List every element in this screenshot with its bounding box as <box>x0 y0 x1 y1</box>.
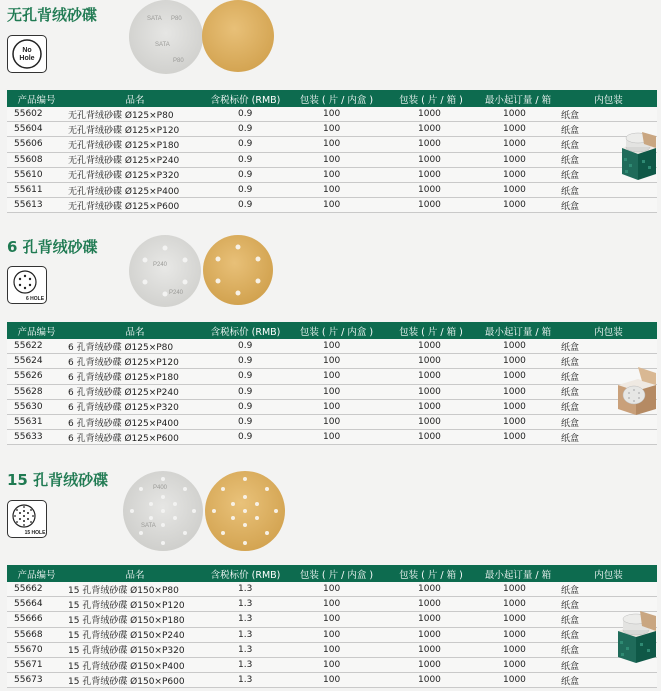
cell-box: 1000 <box>386 369 476 384</box>
fifteen-hole-badge-icon <box>7 500 47 538</box>
cell-price: 1.3 <box>204 582 287 597</box>
product-table-15-hole <box>7 565 657 688</box>
gold-disc-no-hole-icon <box>200 0 276 76</box>
table-row <box>7 384 657 399</box>
col-inner-pack-header: 包装 ( 片 / 内盒 ) <box>287 565 386 582</box>
no-hole-badge-icon <box>7 35 47 73</box>
cell-name: 6 孔背绒砂碟 Ø125×P400 <box>66 414 204 429</box>
cell-name: 6 孔背绒砂碟 Ø125×P80 <box>66 339 204 354</box>
table-row <box>7 627 657 642</box>
grey-disc-6-hole-icon <box>127 234 203 310</box>
cell-pack: 纸盒 <box>560 582 657 597</box>
section-title: 6 孔背绒砂碟 <box>7 238 98 256</box>
cell-code: 55602 <box>7 107 66 122</box>
col-name-header: 品名 <box>66 565 204 582</box>
section-title: 无孔背绒砂碟 <box>7 6 98 24</box>
cell-name: 6 孔背绒砂碟 Ø125×P600 <box>66 430 204 445</box>
cell-moq: 1000 <box>476 122 560 137</box>
col-box-pack-header: 包装 ( 片 / 箱 ) <box>386 565 476 582</box>
product-table-6-hole <box>7 322 657 445</box>
cell-code: 55622 <box>7 339 66 354</box>
cell-pack: 纸盒 <box>560 167 657 182</box>
table-row <box>7 137 657 152</box>
cell-inner: 100 <box>287 107 386 122</box>
cell-code: 55611 <box>7 182 66 197</box>
cell-pack: 纸盒 <box>560 414 657 429</box>
cell-inner: 100 <box>287 369 386 384</box>
cell-name: 无孔背绒砂碟 Ø125×P120 <box>66 122 204 137</box>
cell-price: 0.9 <box>204 369 287 384</box>
table-header-row <box>7 565 657 582</box>
cell-code: 55673 <box>7 673 66 688</box>
cell-price: 0.9 <box>204 182 287 197</box>
section-no-hole <box>0 0 661 222</box>
cell-name: 6 孔背绒砂碟 Ø125×P240 <box>66 384 204 399</box>
cell-pack: 纸盒 <box>560 198 657 213</box>
cell-box: 1000 <box>386 612 476 627</box>
cell-price: 0.9 <box>204 198 287 213</box>
cell-code: 55624 <box>7 354 66 369</box>
cell-name: 6 孔背绒砂碟 Ø125×P180 <box>66 369 204 384</box>
cell-price: 0.9 <box>204 107 287 122</box>
cell-moq: 1000 <box>476 384 560 399</box>
col-code-header: 产品编号 <box>7 565 66 582</box>
cell-name: 无孔背绒砂碟 Ø125×P400 <box>66 182 204 197</box>
cell-box: 1000 <box>386 414 476 429</box>
cell-inner: 100 <box>287 182 386 197</box>
cell-box: 1000 <box>386 354 476 369</box>
cell-name: 15 孔背绒砂碟 Ø150×P600 <box>66 673 204 688</box>
cell-moq: 1000 <box>476 399 560 414</box>
cell-code: 55613 <box>7 198 66 213</box>
cell-code: 55628 <box>7 384 66 399</box>
cell-inner: 100 <box>287 612 386 627</box>
cell-pack: 纸盒 <box>560 612 657 627</box>
cell-code: 55604 <box>7 122 66 137</box>
section-6-hole <box>0 233 661 453</box>
cell-box: 1000 <box>386 642 476 657</box>
cell-moq: 1000 <box>476 657 560 672</box>
col-price-header: 含税标价 (RMB) <box>204 565 287 582</box>
cell-code: 55668 <box>7 627 66 642</box>
cell-price: 0.9 <box>204 152 287 167</box>
cell-name: 无孔背绒砂碟 Ø125×P320 <box>66 167 204 182</box>
cell-box: 1000 <box>386 152 476 167</box>
cell-moq: 1000 <box>476 369 560 384</box>
table-row <box>7 582 657 597</box>
svg-text:P400: P400 <box>153 485 168 491</box>
table-row <box>7 612 657 627</box>
cell-pack: 纸盒 <box>560 137 657 152</box>
table-row <box>7 369 657 384</box>
cell-box: 1000 <box>386 122 476 137</box>
cell-moq: 1000 <box>476 107 560 122</box>
section-title: 15 孔背绒砂碟 <box>7 471 109 489</box>
cell-code: 55626 <box>7 369 66 384</box>
table-header-row <box>7 90 657 107</box>
cell-code: 55664 <box>7 597 66 612</box>
cell-name: 无孔背绒砂碟 Ø125×P240 <box>66 152 204 167</box>
cell-name: 6 孔背绒砂碟 Ø125×P120 <box>66 354 204 369</box>
cell-inner: 100 <box>287 354 386 369</box>
cell-box: 1000 <box>386 137 476 152</box>
svg-text:P80: P80 <box>173 58 184 64</box>
col-inner-packaging-header: 内包装 <box>560 90 657 107</box>
table-row <box>7 167 657 182</box>
cell-pack: 纸盒 <box>560 354 657 369</box>
cell-name: 6 孔背绒砂碟 Ø125×P320 <box>66 399 204 414</box>
svg-text:P240: P240 <box>153 262 168 268</box>
cell-box: 1000 <box>386 597 476 612</box>
cell-price: 0.9 <box>204 430 287 445</box>
cell-box: 1000 <box>386 167 476 182</box>
col-moq-header: 最小起订量 / 箱 <box>476 322 560 339</box>
cell-inner: 100 <box>287 673 386 688</box>
cell-name: 无孔背绒砂碟 Ø125×P80 <box>66 107 204 122</box>
cell-code: 55606 <box>7 137 66 152</box>
cell-box: 1000 <box>386 384 476 399</box>
cell-name: 无孔背绒砂碟 Ø125×P600 <box>66 198 204 213</box>
cell-code: 55670 <box>7 642 66 657</box>
cell-inner: 100 <box>287 627 386 642</box>
svg-text:SATA: SATA <box>141 523 156 529</box>
table-row <box>7 657 657 672</box>
cell-pack: 纸盒 <box>560 657 657 672</box>
col-moq-header: 最小起订量 / 箱 <box>476 565 560 582</box>
cell-pack: 纸盒 <box>560 673 657 688</box>
cell-box: 1000 <box>386 627 476 642</box>
gold-disc-6-hole-icon <box>201 234 275 308</box>
cell-inner: 100 <box>287 167 386 182</box>
table-row <box>7 182 657 197</box>
col-code-header: 产品编号 <box>7 90 66 107</box>
cell-pack: 纸盒 <box>560 122 657 137</box>
col-box-pack-header: 包装 ( 片 / 箱 ) <box>386 90 476 107</box>
badge-text: 15 HOLE <box>24 530 46 536</box>
package-box-icon <box>616 609 658 665</box>
cell-moq: 1000 <box>476 612 560 627</box>
cell-inner: 100 <box>287 430 386 445</box>
cell-moq: 1000 <box>476 642 560 657</box>
table-row <box>7 430 657 445</box>
cell-inner: 100 <box>287 597 386 612</box>
col-code-header: 产品编号 <box>7 322 66 339</box>
cell-code: 55631 <box>7 414 66 429</box>
table-row <box>7 107 657 122</box>
svg-text:P80: P80 <box>171 16 182 22</box>
cell-moq: 1000 <box>476 582 560 597</box>
table-row <box>7 354 657 369</box>
cell-name: 15 孔背绒砂碟 Ø150×P240 <box>66 627 204 642</box>
cell-code: 55633 <box>7 430 66 445</box>
badge-text-line2: Hole <box>19 55 35 62</box>
cell-name: 15 孔背绒砂碟 Ø150×P180 <box>66 612 204 627</box>
badge-text-line1: No <box>22 47 32 54</box>
cell-inner: 100 <box>287 339 386 354</box>
cell-inner: 100 <box>287 399 386 414</box>
svg-text:SATA: SATA <box>155 42 170 48</box>
col-inner-pack-header: 包装 ( 片 / 内盒 ) <box>287 90 386 107</box>
cell-price: 1.3 <box>204 657 287 672</box>
cell-inner: 100 <box>287 642 386 657</box>
table-row <box>7 597 657 612</box>
cell-pack: 纸盒 <box>560 384 657 399</box>
section-15-hole <box>0 466 661 691</box>
cell-price: 0.9 <box>204 399 287 414</box>
svg-text:P240: P240 <box>169 290 184 296</box>
cell-box: 1000 <box>386 107 476 122</box>
col-inner-pack-header: 包装 ( 片 / 内盒 ) <box>287 322 386 339</box>
product-table-no-hole <box>7 90 657 213</box>
table-header-row <box>7 322 657 339</box>
cell-box: 1000 <box>386 198 476 213</box>
col-price-header: 含税标价 (RMB) <box>204 322 287 339</box>
cell-moq: 1000 <box>476 152 560 167</box>
cell-price: 0.9 <box>204 354 287 369</box>
cell-pack: 纸盒 <box>560 597 657 612</box>
cell-pack: 纸盒 <box>560 339 657 354</box>
cell-pack: 纸盒 <box>560 627 657 642</box>
cell-name: 15 孔背绒砂碟 Ø150×P120 <box>66 597 204 612</box>
table-row <box>7 399 657 414</box>
cell-code: 55666 <box>7 612 66 627</box>
cell-name: 无孔背绒砂碟 Ø125×P180 <box>66 137 204 152</box>
cell-inner: 100 <box>287 137 386 152</box>
col-inner-packaging-header: 内包装 <box>560 565 657 582</box>
cell-price: 0.9 <box>204 122 287 137</box>
cell-box: 1000 <box>386 339 476 354</box>
cell-moq: 1000 <box>476 339 560 354</box>
cell-price: 0.9 <box>204 339 287 354</box>
cell-price: 1.3 <box>204 597 287 612</box>
cell-name: 15 孔背绒砂碟 Ø150×P80 <box>66 582 204 597</box>
cell-code: 55630 <box>7 399 66 414</box>
cell-name: 15 孔背绒砂碟 Ø150×P320 <box>66 642 204 657</box>
cell-pack: 纸盒 <box>560 107 657 122</box>
cell-box: 1000 <box>386 657 476 672</box>
cell-price: 0.9 <box>204 137 287 152</box>
six-hole-badge-icon <box>7 266 47 304</box>
cell-moq: 1000 <box>476 414 560 429</box>
cell-price: 1.3 <box>204 642 287 657</box>
cell-moq: 1000 <box>476 627 560 642</box>
cell-inner: 100 <box>287 657 386 672</box>
table-row <box>7 673 657 688</box>
col-name-header: 品名 <box>66 322 204 339</box>
cell-price: 0.9 <box>204 167 287 182</box>
cell-moq: 1000 <box>476 198 560 213</box>
col-moq-header: 最小起订量 / 箱 <box>476 90 560 107</box>
cell-box: 1000 <box>386 430 476 445</box>
table-row <box>7 339 657 354</box>
cell-code: 55608 <box>7 152 66 167</box>
table-row <box>7 152 657 167</box>
cell-box: 1000 <box>386 182 476 197</box>
cell-price: 1.3 <box>204 673 287 688</box>
cell-pack: 纸盒 <box>560 399 657 414</box>
package-box-icon <box>616 365 658 417</box>
col-box-pack-header: 包装 ( 片 / 箱 ) <box>386 322 476 339</box>
cell-code: 55671 <box>7 657 66 672</box>
badge-text: 6 HOLE <box>25 296 45 302</box>
cell-inner: 100 <box>287 152 386 167</box>
table-row <box>7 198 657 213</box>
cell-pack: 纸盒 <box>560 152 657 167</box>
svg-text:SATA: SATA <box>147 16 162 22</box>
grey-disc-15-hole-icon <box>121 469 205 553</box>
cell-pack: 纸盒 <box>560 430 657 445</box>
grey-disc-no-hole-icon <box>127 0 205 78</box>
col-price-header: 含税标价 (RMB) <box>204 90 287 107</box>
cell-price: 0.9 <box>204 384 287 399</box>
cell-pack: 纸盒 <box>560 182 657 197</box>
cell-moq: 1000 <box>476 137 560 152</box>
cell-pack: 纸盒 <box>560 642 657 657</box>
col-inner-packaging-header: 内包装 <box>560 322 657 339</box>
cell-code: 55610 <box>7 167 66 182</box>
cell-moq: 1000 <box>476 430 560 445</box>
cell-price: 1.3 <box>204 612 287 627</box>
cell-box: 1000 <box>386 399 476 414</box>
col-name-header: 品名 <box>66 90 204 107</box>
table-row <box>7 414 657 429</box>
cell-inner: 100 <box>287 582 386 597</box>
cell-moq: 1000 <box>476 182 560 197</box>
package-box-icon <box>620 130 658 182</box>
gold-disc-15-hole-icon <box>203 469 287 553</box>
cell-moq: 1000 <box>476 167 560 182</box>
cell-inner: 100 <box>287 122 386 137</box>
cell-price: 0.9 <box>204 414 287 429</box>
cell-price: 1.3 <box>204 627 287 642</box>
cell-inner: 100 <box>287 414 386 429</box>
cell-name: 15 孔背绒砂碟 Ø150×P400 <box>66 657 204 672</box>
table-row <box>7 122 657 137</box>
cell-pack: 纸盒 <box>560 369 657 384</box>
table-row <box>7 642 657 657</box>
cell-box: 1000 <box>386 582 476 597</box>
cell-inner: 100 <box>287 198 386 213</box>
cell-moq: 1000 <box>476 354 560 369</box>
cell-moq: 1000 <box>476 597 560 612</box>
cell-inner: 100 <box>287 384 386 399</box>
cell-moq: 1000 <box>476 673 560 688</box>
cell-box: 1000 <box>386 673 476 688</box>
cell-code: 55662 <box>7 582 66 597</box>
